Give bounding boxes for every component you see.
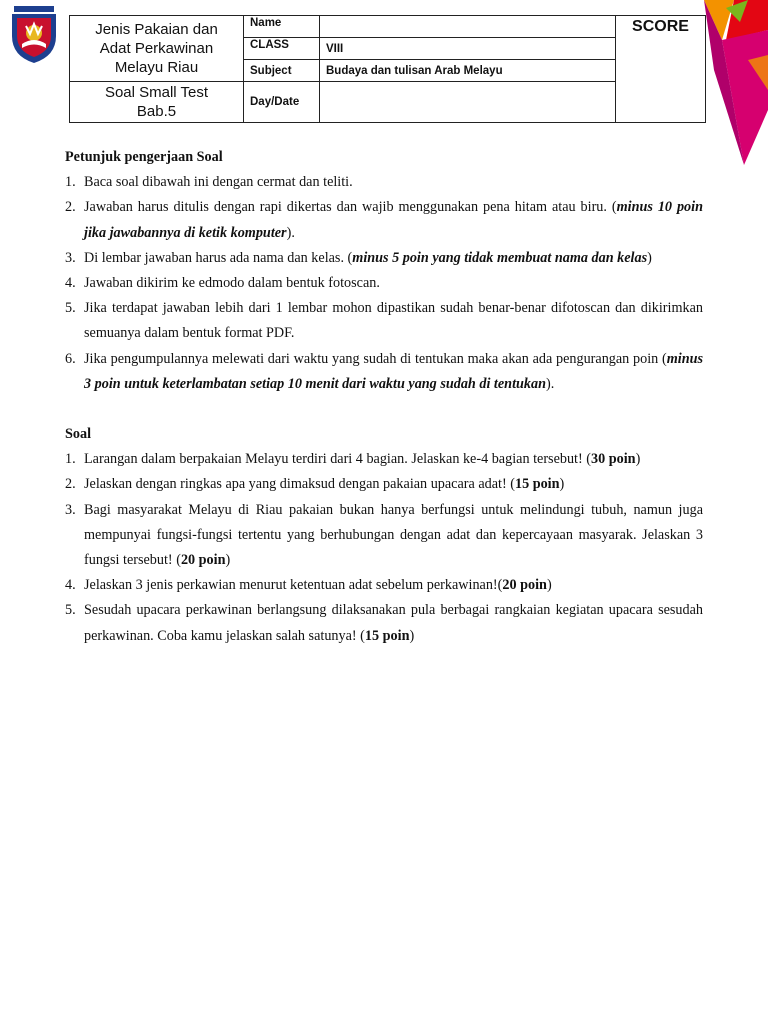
document-body [65, 145, 703, 649]
score-label: SCORE [632, 18, 689, 35]
class-value: VIII [320, 38, 616, 60]
instructions-list [65, 170, 703, 397]
instruction-item: 2. Jawaban harus ditulis dengan rapi dikertas dan wajib menggunakan pena hitam atau biru. (minus 10 poin jika jawabannya di ketik komputer). [65, 199, 703, 241]
instructions-title: Petunjuk pengerjaan Soal [65, 149, 223, 165]
question-item: 4. Jelaskan 3 jenis perkawian menurut ketentuan adat sebelum perkawinan!(20 poin) [65, 577, 552, 594]
question-item: 5. Sesudah upacara perkawinan berlangsung dilaksanakan pula berbagai rangkaian kegiatan upacara sesudah perkawinan. Coba kamu jelaskan salah satunya! (15 poin) [65, 602, 703, 644]
subject-value: Budaya dan tulisan Arab Melayu [320, 60, 616, 82]
school-logo [8, 6, 60, 64]
header-table [69, 15, 706, 123]
decorative-ribbon [704, 0, 768, 165]
questions-list [65, 447, 703, 649]
questions-title: Soal [65, 426, 92, 443]
instruction-item: 1. Baca soal dibawah ini dengan cermat dan teliti. [65, 174, 353, 191]
instruction-item: 4. Jawaban dikirim ke edmodo dalam bentuk fotoscan. [65, 275, 380, 292]
instruction-item: 6. Jika pengumpulannya melewati dari waktu yang sudah di tentukan maka akan ada pengurangan poin (minus 3 poin untuk keterlambatan setiap 10 menit dari waktu yang sudah di tentukan). [65, 350, 703, 392]
instruction-item: 5. Jika terdapat jawaban lebih dari 1 lembar mohon dipastikan sudah benar-benar difotoscan dan dikirimkan semuanya dalam bentuk format PDF. [65, 300, 703, 342]
class-label: CLASS [244, 38, 320, 60]
question-item: 2. Jelaskan dengan ringkas apa yang dimaksud dengan pakaian upacara adat! (15 poin) [65, 476, 565, 493]
name-field[interactable] [320, 16, 616, 38]
instruction-item: 3. Di lembar jawaban harus ada nama dan kelas. (minus 5 poin yang tidak membuat nama dan kelas) [65, 249, 652, 266]
test-title: Soal Small Test Bab.5 [70, 82, 244, 123]
document-title: Jenis Pakaian dan Adat Perkawinan Melayu Riau [70, 16, 244, 82]
score-box[interactable] [616, 16, 706, 123]
date-label: Day/Date [244, 82, 320, 123]
date-field[interactable] [320, 82, 616, 123]
subject-label: Subject [244, 60, 320, 82]
name-label: Name [244, 16, 320, 38]
question-item: 3. Bagi masyarakat Melayu di Riau pakaian bukan hanya berfungsi untuk melindungi tubuh, namun juga mempunyai fungsi-fungsi tertentu yang berhubungan dengan adat dan kepercayaan masyarak. Jelaskan 3 fungsi tersebut! (20 poin) [65, 501, 703, 569]
question-item: 1. Larangan dalam berpakaian Melayu terdiri dari 4 bagian. Jelaskan ke-4 bagian tersebut! (30 poin) [65, 451, 641, 468]
